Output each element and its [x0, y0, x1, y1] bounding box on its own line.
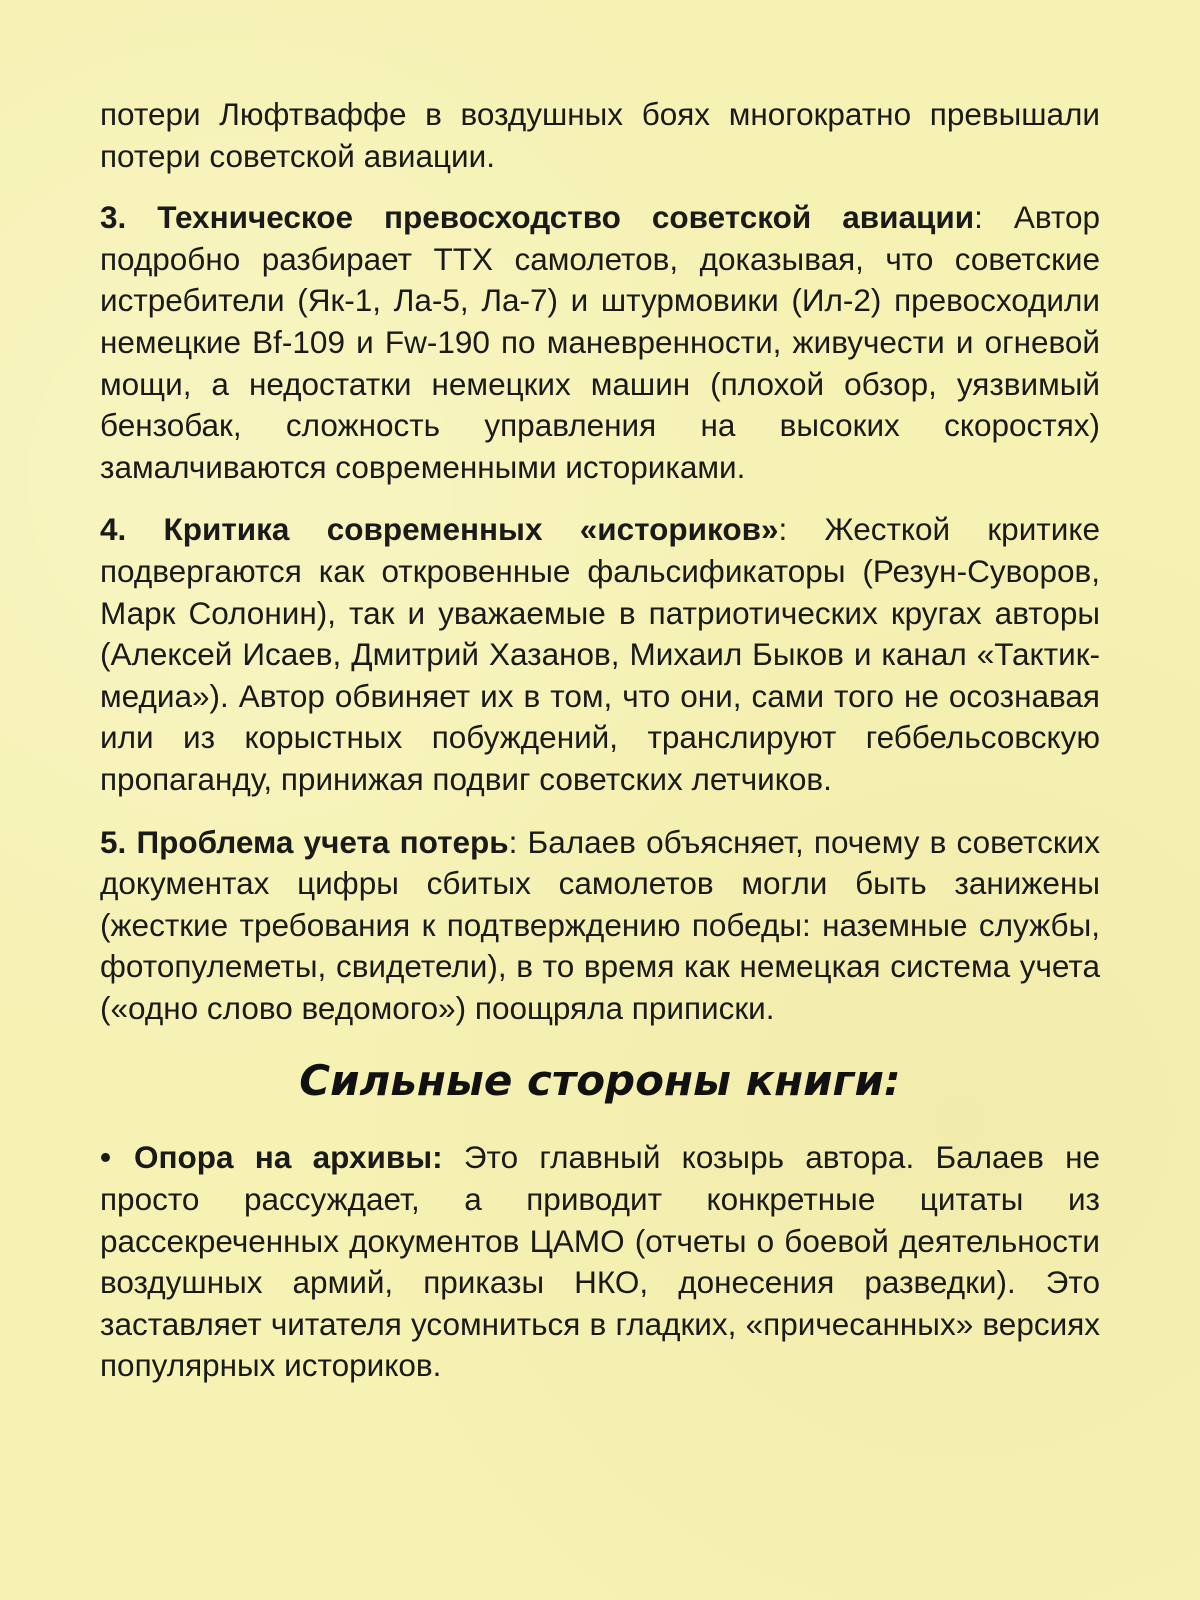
item-text: : Автор подробно разбирает ТТХ самолетов, доказывая, что советские истребители (Як-1, Ла-5, Ла-7) и штурмовики (Ил-2) превосходили немецкие Bf-109 и Fw-190 по маневренности, живучести и огневой мощи, а недостатки немецких машин (плохой обзор, уязвимый бензобак, сложность управления на высоких скоростях) замалчиваются современными историками. — [100, 199, 1100, 485]
item-text: : Балаев объясняет, почему в советских документах цифры сбитых самолетов могли быть занижены (жесткие требования к подтверждению победы: наземные службы, фотопулеметы, свидетели), в то время как немецкая система учета («одно слово ведомого») поощряла приписки. — [100, 823, 1100, 1026]
item-number: 5. — [100, 823, 127, 860]
list-item-5 — [100, 822, 1100, 1030]
list-item-4 — [100, 509, 1100, 800]
section-heading: Сильные стороны книги: — [299, 1056, 901, 1106]
intro-continuation-paragraph: потери Люфтваффе в воздушных боях многократно превышали потери советской авиации. — [100, 96, 1100, 174]
bullet-item-archives — [100, 1137, 1100, 1387]
list-item-3 — [100, 197, 1100, 488]
bullet-term: Опора на архивы: — [134, 1139, 443, 1176]
bullet-mark: • — [100, 1139, 112, 1176]
bullet-text: Это главный козырь автора. Балаев не просто рассуждает, а приводит конкретные цитаты из рассекреченных документов ЦАМО (отчеты о боевой деятельности воздушных армий, приказы НКО, донесения разведки). Это заставляет читателя усомниться в гладких, «причесанных» версиях популярных историков. — [100, 1139, 1100, 1384]
item-text: : Жесткой критике подвергаются как откровенные фальсификаторы (Резун-Суворов, Марк Солонин), так и уважаемые в патриотических кругах авторы (Алексей Исаев, Дмитрий Хазанов, Михаил Быков и канал «Тактик-медиа»). Автор обвиняет их в том, что они, сами того не осознавая или из корыстных побуждений, транслируют геббельсовскую пропаганду, принижая подвиг советских летчиков. — [100, 511, 1100, 797]
item-term: Проблема учета потерь — [136, 823, 509, 860]
item-term: Критика современных «историков» — [163, 511, 779, 548]
item-term: Техническое превосходство советской авиации — [157, 199, 975, 236]
item-number: 3. — [100, 199, 127, 236]
item-number: 4. — [100, 511, 127, 548]
